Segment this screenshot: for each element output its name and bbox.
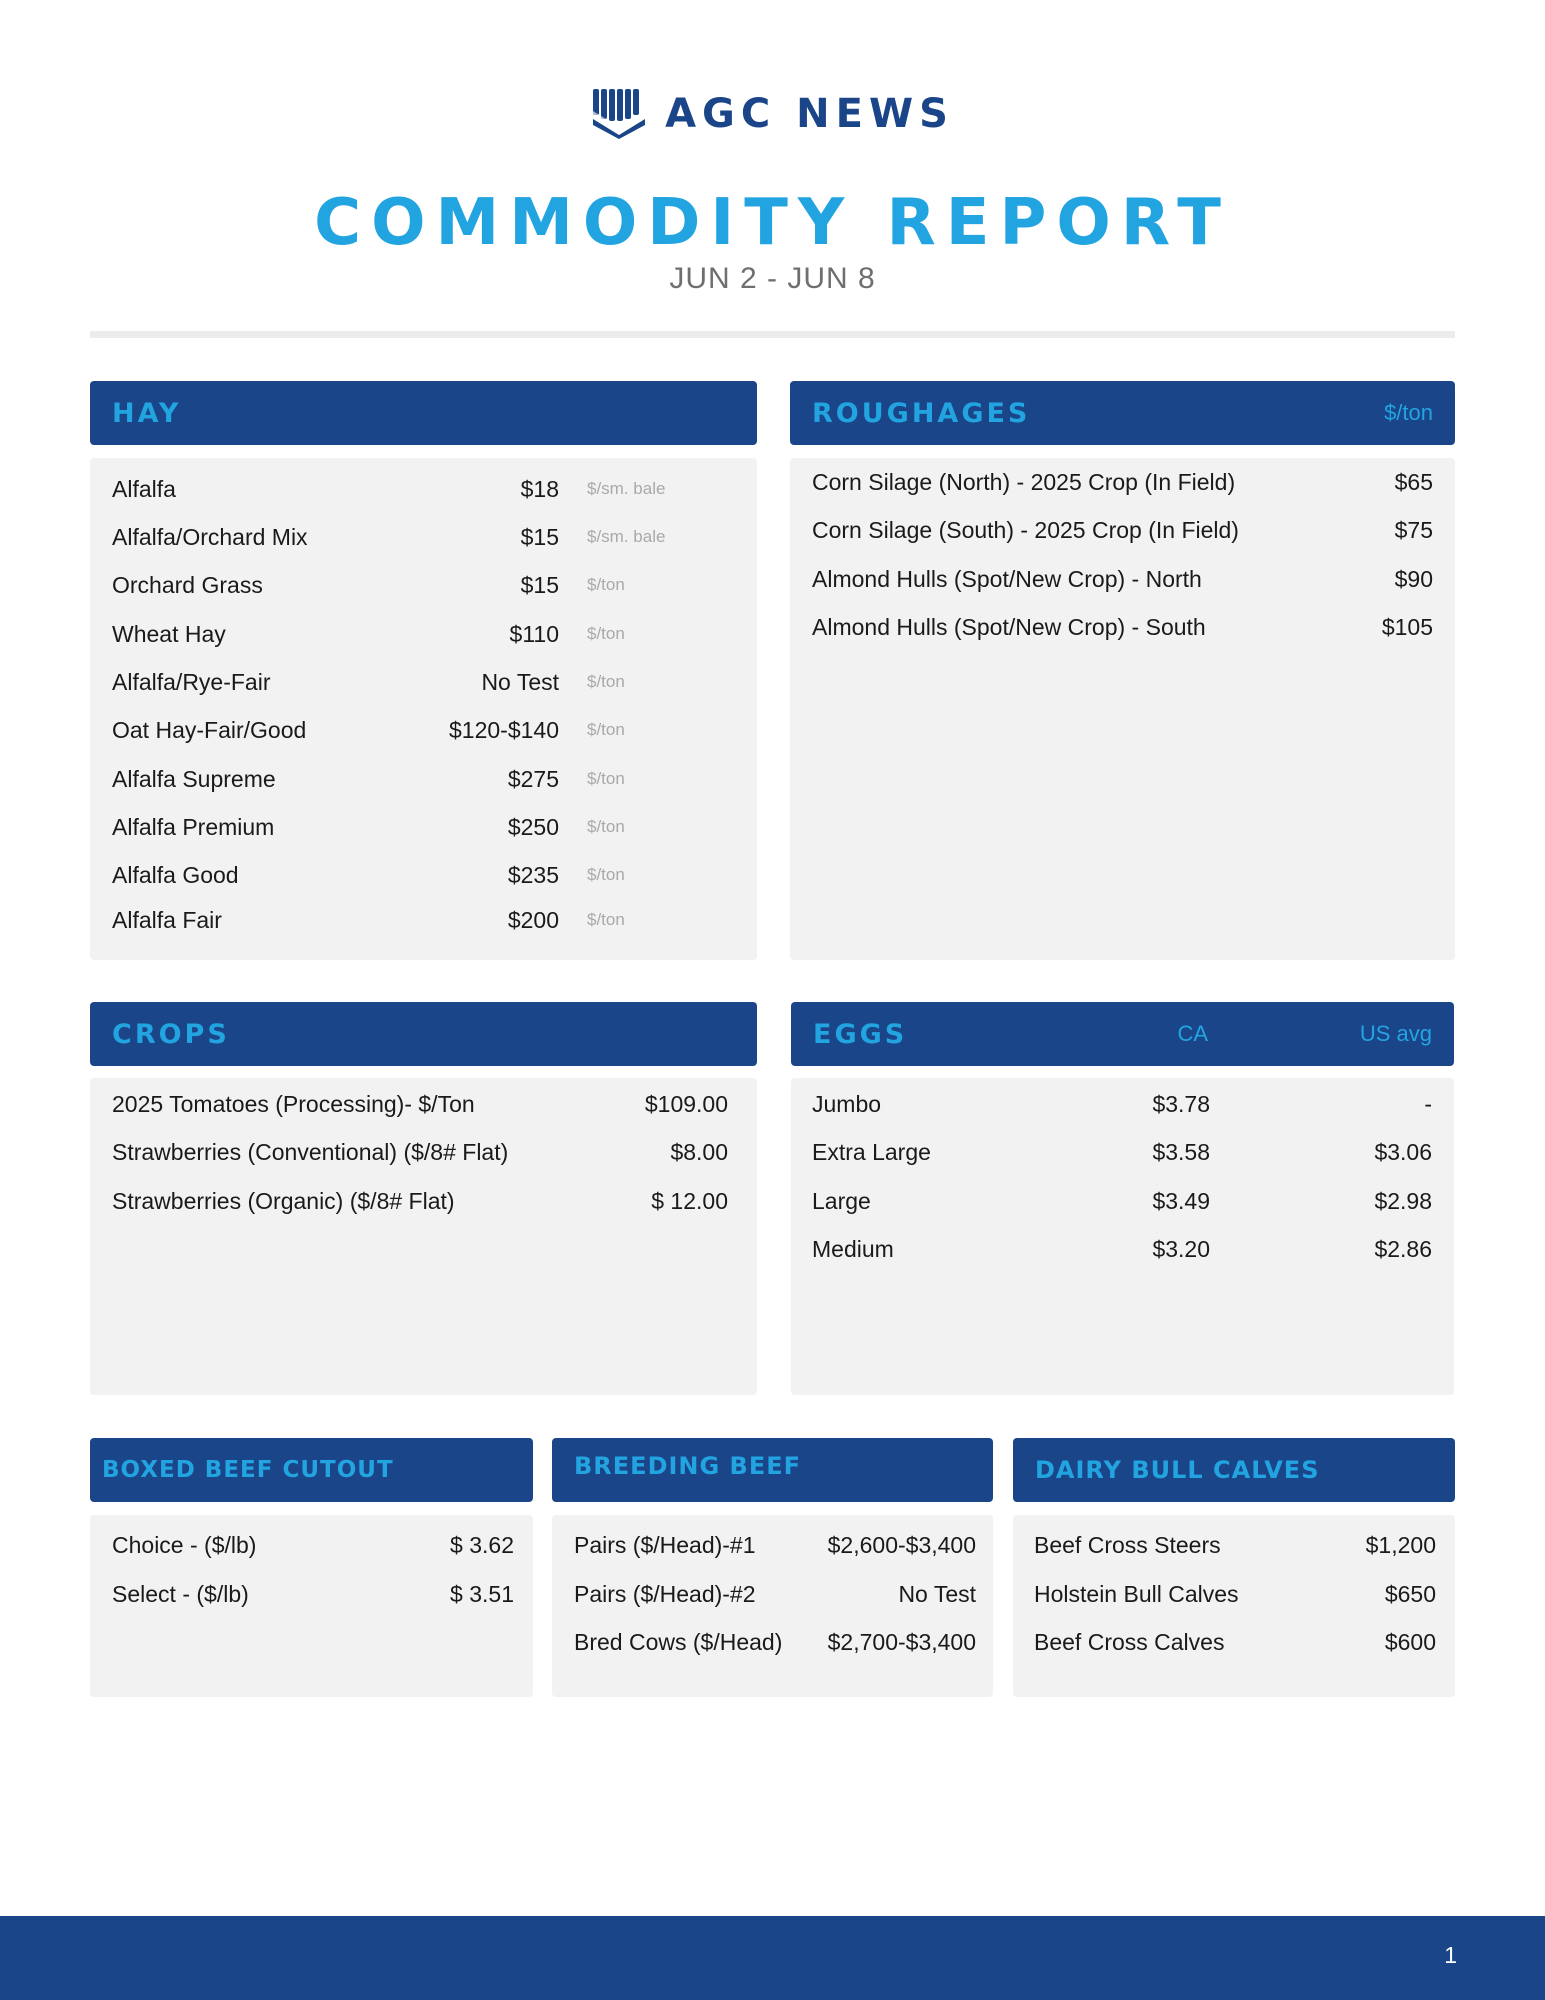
item-name: Pairs ($/Head)-#2 bbox=[574, 1581, 756, 1607]
item-unit: $/sm. bale bbox=[587, 527, 666, 546]
eggs-header bbox=[791, 1002, 1454, 1066]
brand-header bbox=[0, 84, 1545, 144]
egg-price-us: $2.98 bbox=[1374, 1188, 1432, 1214]
item-unit: $/sm. bale bbox=[587, 479, 666, 498]
table-row bbox=[791, 1084, 1454, 1124]
dairy-bull-header bbox=[1013, 1438, 1455, 1502]
table-row bbox=[90, 759, 757, 799]
egg-price-us: $3.06 bbox=[1374, 1139, 1432, 1165]
table-row bbox=[791, 1229, 1454, 1269]
item-unit: $/ton bbox=[587, 720, 625, 739]
table-row bbox=[90, 517, 757, 557]
breeding-beef-header bbox=[552, 1438, 993, 1502]
item-name: Alfalfa Fair bbox=[112, 907, 222, 933]
item-name: Corn Silage (North) - 2025 Crop (In Field) bbox=[812, 469, 1236, 495]
item-price: $90 bbox=[1394, 566, 1433, 592]
page-footer bbox=[0, 1916, 1545, 2000]
item-name: Beef Cross Calves bbox=[1034, 1629, 1225, 1655]
table-row bbox=[1013, 1622, 1455, 1662]
item-price: $1,200 bbox=[1365, 1532, 1436, 1558]
agc-logo-icon bbox=[591, 89, 647, 139]
item-name: Alfalfa/Rye-Fair bbox=[112, 669, 271, 695]
table-row bbox=[90, 1525, 533, 1565]
table-row bbox=[90, 1574, 533, 1614]
item-name: Alfalfa Supreme bbox=[112, 766, 276, 792]
table-row bbox=[552, 1574, 993, 1614]
item-name: Pairs ($/Head)-#1 bbox=[574, 1532, 756, 1558]
hay-header bbox=[90, 381, 757, 445]
roughages-unit: $/ton bbox=[1384, 400, 1433, 425]
table-row bbox=[790, 607, 1455, 647]
item-price: $ 3.51 bbox=[450, 1581, 514, 1607]
item-price: No Test bbox=[481, 669, 559, 695]
table-row bbox=[552, 1622, 993, 1662]
table-row bbox=[90, 565, 757, 605]
egg-price-ca: $3.58 bbox=[1152, 1139, 1210, 1165]
table-row bbox=[90, 1132, 757, 1172]
item-name: 2025 Tomatoes (Processing)- $/Ton bbox=[112, 1091, 475, 1117]
item-unit: $/ton bbox=[587, 672, 625, 691]
item-unit: $/ton bbox=[587, 624, 625, 643]
item-price: $15 bbox=[520, 572, 559, 598]
boxed-beef-panel bbox=[90, 1515, 533, 1697]
item-price: $650 bbox=[1384, 1581, 1436, 1607]
item-unit: $/ton bbox=[587, 910, 625, 929]
table-row bbox=[791, 1181, 1454, 1221]
page-number: 1 bbox=[1444, 1942, 1457, 1968]
item-price: $ 12.00 bbox=[651, 1188, 728, 1214]
egg-price-ca: $3.78 bbox=[1152, 1091, 1210, 1117]
table-row bbox=[790, 462, 1455, 502]
item-name: Wheat Hay bbox=[112, 621, 226, 647]
table-row bbox=[552, 1525, 993, 1565]
eggs-panel bbox=[791, 1078, 1454, 1395]
table-row bbox=[1013, 1525, 1455, 1565]
table-row bbox=[90, 1084, 757, 1124]
item-name: Holstein Bull Calves bbox=[1034, 1581, 1239, 1607]
crops-panel bbox=[90, 1078, 757, 1395]
item-price: $75 bbox=[1394, 517, 1433, 543]
eggs-col-ca: CA bbox=[1177, 1021, 1208, 1046]
header-divider bbox=[90, 331, 1455, 338]
item-unit: $/ton bbox=[587, 817, 625, 836]
item-price: $105 bbox=[1381, 614, 1433, 640]
item-price: $600 bbox=[1384, 1629, 1436, 1655]
eggs-col-us: US avg bbox=[1359, 1021, 1432, 1046]
hay-title: HAY bbox=[112, 397, 182, 429]
table-row bbox=[791, 1132, 1454, 1172]
item-name: Strawberries (Conventional) ($/8# Flat) bbox=[112, 1139, 509, 1165]
item-price: $200 bbox=[507, 907, 559, 933]
table-row bbox=[1013, 1574, 1455, 1614]
item-name: Orchard Grass bbox=[112, 572, 263, 598]
egg-size: Medium bbox=[812, 1236, 894, 1262]
item-name: Alfalfa Good bbox=[112, 862, 239, 888]
item-name: Strawberries (Organic) ($/8# Flat) bbox=[112, 1188, 455, 1214]
boxed-beef-header bbox=[90, 1438, 533, 1502]
table-row bbox=[90, 855, 757, 895]
item-name: Beef Cross Steers bbox=[1034, 1532, 1221, 1558]
table-row bbox=[90, 1181, 757, 1221]
roughages-title: ROUGHAGES bbox=[812, 397, 1031, 429]
item-name: Alfalfa Premium bbox=[112, 814, 275, 840]
table-row bbox=[90, 807, 757, 847]
table-row bbox=[90, 710, 757, 750]
crops-header bbox=[90, 1002, 757, 1066]
table-row bbox=[90, 614, 757, 654]
item-unit: $/ton bbox=[587, 575, 625, 594]
table-row bbox=[90, 900, 757, 940]
item-price: $18 bbox=[520, 476, 559, 502]
item-price: $109.00 bbox=[644, 1091, 728, 1117]
item-unit: $/ton bbox=[587, 865, 625, 884]
egg-size: Extra Large bbox=[812, 1139, 931, 1165]
egg-price-ca: $3.20 bbox=[1152, 1236, 1210, 1262]
egg-price-us: - bbox=[1424, 1091, 1432, 1117]
breeding-beef-title: BREEDING BEEF bbox=[574, 1452, 802, 1480]
breeding-beef-panel bbox=[552, 1515, 993, 1697]
item-name: Alfalfa bbox=[112, 476, 176, 502]
table-row bbox=[790, 510, 1455, 550]
item-name: Almond Hulls (Spot/New Crop) - North bbox=[812, 566, 1202, 592]
item-price: $120-$140 bbox=[449, 717, 559, 743]
item-unit: $/ton bbox=[587, 769, 625, 788]
hay-panel bbox=[90, 458, 757, 960]
crops-title: CROPS bbox=[112, 1018, 230, 1050]
table-row bbox=[90, 469, 757, 509]
table-row bbox=[90, 662, 757, 702]
date-range: JUN 2 - JUN 8 bbox=[669, 262, 876, 295]
roughages-panel bbox=[790, 458, 1455, 960]
item-price: $65 bbox=[1394, 469, 1433, 495]
item-price: No Test bbox=[898, 1581, 976, 1607]
egg-price-ca: $3.49 bbox=[1152, 1188, 1210, 1214]
item-price: $110 bbox=[509, 621, 559, 647]
item-name: Bred Cows ($/Head) bbox=[574, 1629, 783, 1655]
egg-size: Jumbo bbox=[812, 1091, 882, 1117]
table-row bbox=[790, 559, 1455, 599]
item-name: Corn Silage (South) - 2025 Crop (In Field) bbox=[812, 517, 1239, 543]
item-price: $2,700-$3,400 bbox=[827, 1629, 976, 1655]
brand-name: AGC NEWS bbox=[665, 91, 954, 137]
item-name: Oat Hay-Fair/Good bbox=[112, 717, 307, 743]
item-name: Choice - ($/lb) bbox=[112, 1532, 257, 1558]
boxed-beef-title: BOXED BEEF CUTOUT bbox=[102, 1457, 394, 1483]
egg-size: Large bbox=[812, 1188, 871, 1214]
item-price: $250 bbox=[507, 814, 559, 840]
item-name: Select - ($/lb) bbox=[112, 1581, 249, 1607]
dairy-bull-title: DAIRY BULL CALVES bbox=[1035, 1456, 1320, 1484]
eggs-title: EGGS bbox=[813, 1018, 908, 1050]
item-name: Almond Hulls (Spot/New Crop) - South bbox=[812, 614, 1206, 640]
item-price: $2,600-$3,400 bbox=[827, 1532, 976, 1558]
item-price: $8.00 bbox=[670, 1139, 728, 1165]
item-price: $15 bbox=[520, 524, 559, 550]
item-price: $ 3.62 bbox=[450, 1532, 514, 1558]
roughages-header bbox=[790, 381, 1455, 445]
egg-price-us: $2.86 bbox=[1374, 1236, 1432, 1262]
item-price: $275 bbox=[507, 766, 559, 792]
item-price: $235 bbox=[507, 862, 559, 888]
item-name: Alfalfa/Orchard Mix bbox=[112, 524, 308, 550]
page-title: COMMODITY REPORT bbox=[314, 186, 1231, 260]
dairy-bull-panel bbox=[1013, 1515, 1455, 1697]
